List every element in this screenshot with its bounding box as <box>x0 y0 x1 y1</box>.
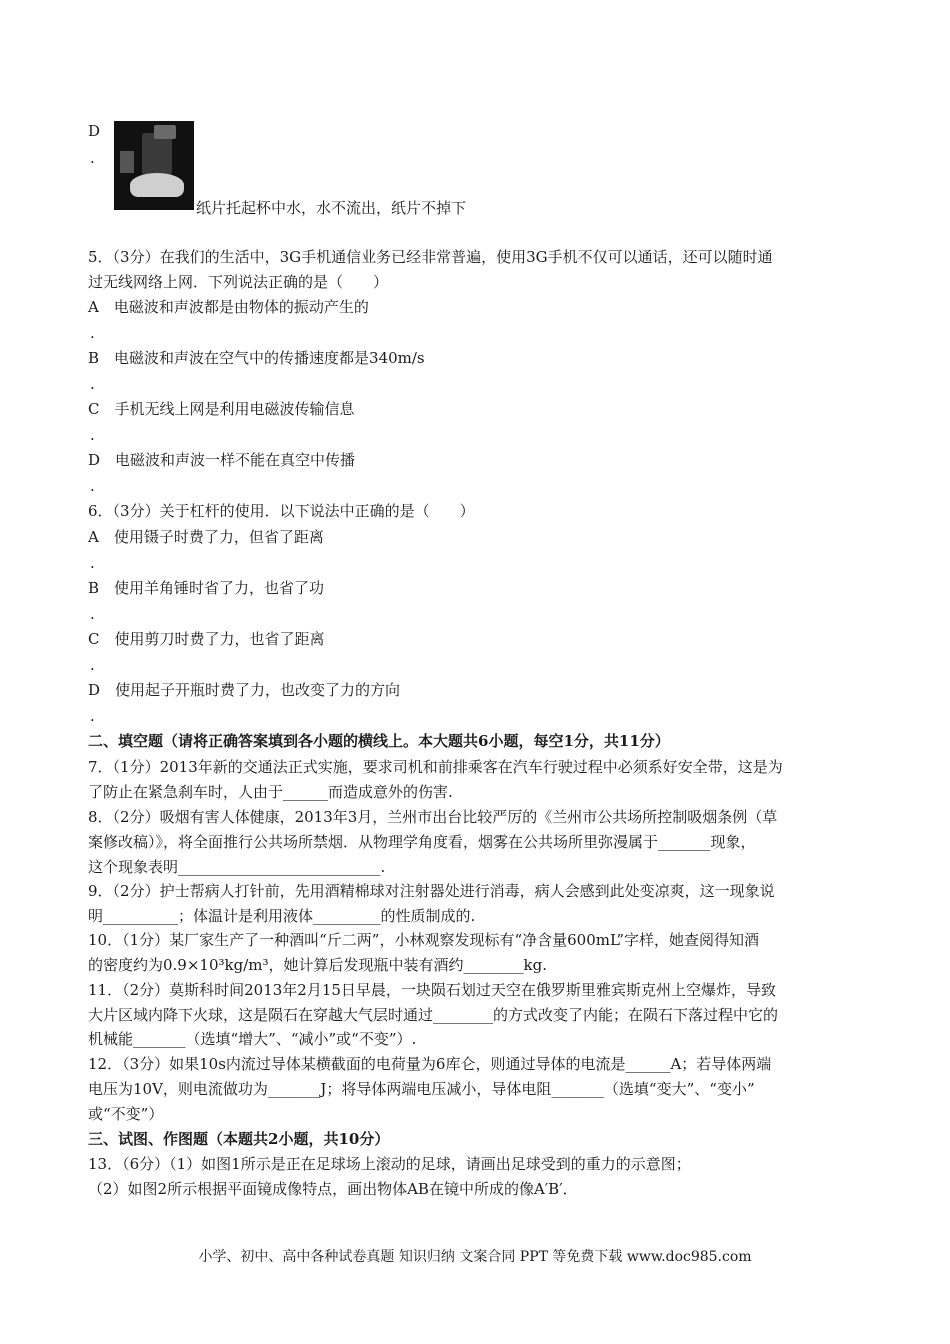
q11-line3: 机械能_______（选填“增大”、“减小”或“不变”）. <box>88 1030 417 1048</box>
q8-line3: 这个现象表明___________________________. <box>88 858 386 876</box>
q5-option-b-dot: . <box>90 375 95 393</box>
cup-paper-photo <box>114 121 194 210</box>
q6-option-a-dot: . <box>90 554 95 572</box>
q10-line2: 的密度约为0.9×10³kg/m³，她计算后发现瓶中装有酒约________kg. <box>88 956 547 974</box>
q13-line2: （2）如图2所示根据平面镜成像特点，画出物体AB在镜中所成的像A′B′． <box>88 1180 578 1198</box>
q6-option-d: D 使用起子开瓶时费了力，也改变了力的方向 <box>88 681 401 699</box>
q13-line1: 13．（6分）（1）如图1所示是正在足球场上滚动的足球，请画出足球受到的重力的示意图； <box>88 1155 691 1173</box>
q12-line2: 电压为10V，则电流做功为_______J；将导体两端电压减小，导体电阻_______（选填“变大”、“变小” <box>88 1080 755 1098</box>
section2-title: 二、填空题（请将正确答案填到各小题的横线上。本大题共6小题，每空1分，共11分） <box>88 732 670 750</box>
q7-line2: 了防止在紧急刹车时，人由于______而造成意外的伤害. <box>88 783 453 801</box>
q10-line1: 10．（1分）某厂家生产了一种酒叫“斤二两”，小林观察发现标有“净含量600mL”字样，她查阅得知酒 <box>88 931 760 949</box>
q6-option-d-dot: . <box>90 707 95 725</box>
q4-option-d-caption: 纸片托起杯中水，水不流出，纸片不掉下 <box>196 199 467 217</box>
section3-title: 三、试图、作图题（本题共2小题，共10分） <box>88 1130 390 1148</box>
q8-line2: 案修改稿）》，将全面推行公共场所禁烟．从物理学角度看，烟雾在公共场所里弥漫属于_______现象， <box>88 833 756 851</box>
q7-line1: 7．（1分）2013年新的交通法正式实施，要求司机和前排乘客在汽车行驶过程中必须系好安全带，这是为 <box>88 758 783 776</box>
q6-option-b: B 使用羊角锤时省了力，也省了功 <box>88 579 325 597</box>
q4-option-d-dot: . <box>90 149 95 167</box>
q11-line1: 11．（2分）莫斯科时间2013年2月15日早晨，一块陨石划过天空在俄罗斯里雅宾斯克州上空爆炸，导致 <box>88 981 776 999</box>
q4-option-d-letter: D <box>88 122 101 140</box>
q5-option-b: B 电磁波和声波在空气中的传播速度都是340m/s <box>88 349 425 367</box>
q9-line2: 明__________；体温计是利用液体_________的性质制成的. <box>88 907 476 925</box>
q6-stem: 6．（3分）关于杠杆的使用．以下说法中正确的是（ ） <box>88 502 475 520</box>
q11-line2: 大片区域内降下火球，这是陨石在穿越大气层时通过________的方式改变了内能；在陨石下落过程中它的 <box>88 1006 779 1024</box>
q9-line1: 9．（2分）护士帮病人打针前，先用酒精棉球对注射器处进行消毒，病人会感到此处变凉爽，这一现象说 <box>88 882 775 900</box>
q6-option-a: A 使用镊子时费了力，但省了距离 <box>88 528 324 546</box>
q6-option-c: C 使用剪刀时费了力，也省了距离 <box>88 630 325 648</box>
q12-line3: 或“不变”） <box>88 1105 164 1123</box>
q5-option-c: C 手机无线上网是利用电磁波传输信息 <box>88 400 355 418</box>
q5-option-c-dot: . <box>90 426 95 444</box>
q5-option-d: D 电磁波和声波一样不能在真空中传播 <box>88 451 356 469</box>
q5-option-a: A 电磁波和声波都是由物体的振动产生的 <box>88 298 369 316</box>
q5-option-d-dot: . <box>90 477 95 495</box>
footer-ad-text: 小学、初中、高中各种试卷真题 知识归纳 文案合同 PPT 等免费下载 www.doc985.com <box>198 1249 752 1265</box>
q5-stem-line1: 5．（3分）在我们的生活中，3G手机通信业务已经非常普遍，使用3G手机不仅可以通话，还可以随时通 <box>88 248 773 266</box>
q8-line1: 8．（2分）吸烟有害人体健康，2013年3月，兰州市出台比较严厉的《兰州市公共场所控制吸烟条例（草 <box>88 808 778 826</box>
q6-option-b-dot: . <box>90 605 95 623</box>
q5-stem-line2: 过无线网络上网．下列说法正确的是（ ） <box>88 273 389 291</box>
q12-line1: 12．（3分）如果10s内流过导体某横截面的电荷量为6库仑，则通过导体的电流是______A；若导体两端 <box>88 1055 772 1073</box>
q5-option-a-dot: . <box>90 324 95 342</box>
q6-option-c-dot: . <box>90 656 95 674</box>
